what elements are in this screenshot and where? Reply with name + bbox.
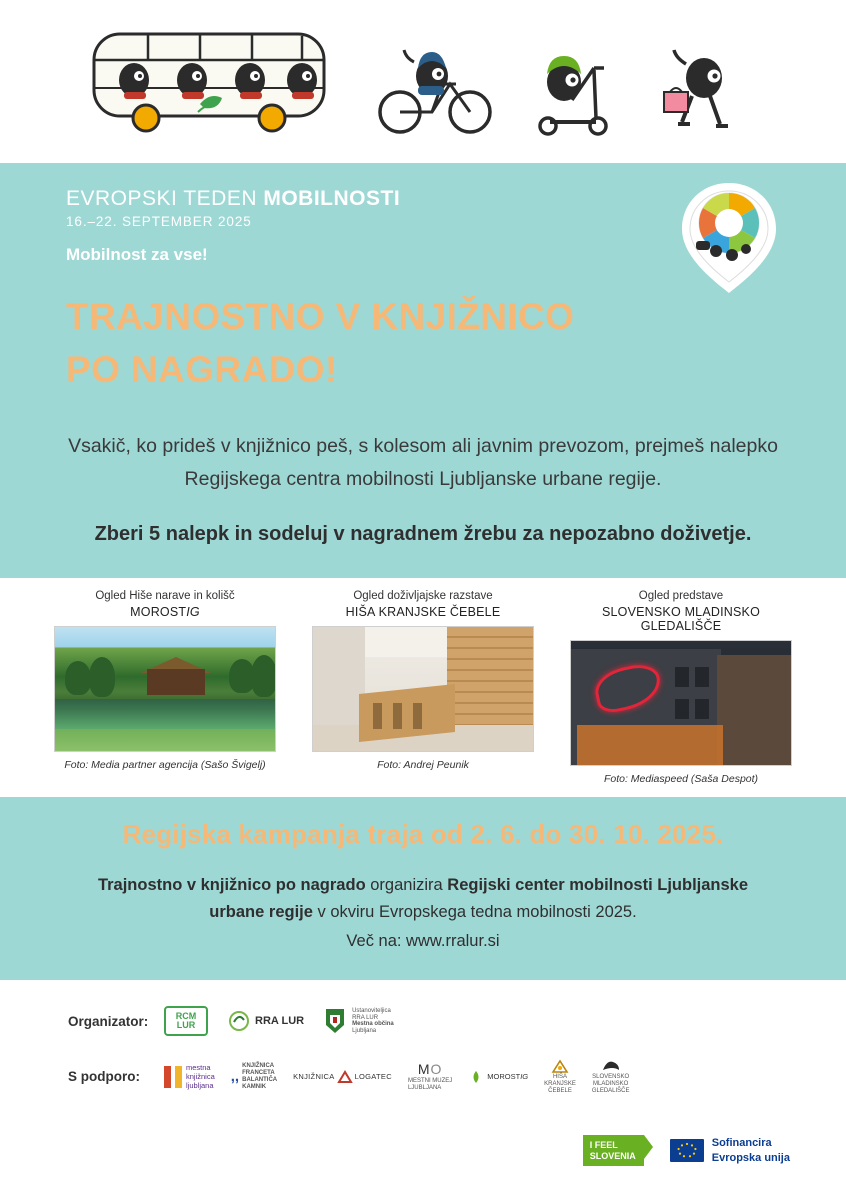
knjiznica-franceta-balantica-kamnik-logo: ,, KNJIŽNICA FRANCETA BALANTIČA KAMNIK	[230, 1062, 278, 1090]
ifeel-line-1: I FEEL	[589, 1140, 618, 1151]
rra-lur-logo	[228, 1010, 304, 1032]
morostig-logo-text: MOROSTIG	[487, 1072, 529, 1082]
etm-dates: 16.–22. SEPTEMBER 2025	[66, 214, 252, 229]
card-title-main: SLOVENSKO MLADINSKO GLEDALIŠČE	[601, 605, 760, 634]
logatec-logo-text: KNJIŽNICA	[293, 1072, 335, 1082]
organizer-part4: v okviru Evropskega tedna mobilnosti 2025.	[312, 902, 637, 921]
header-block	[0, 163, 846, 396]
mol-logo	[324, 1007, 394, 1035]
support-logos	[164, 1058, 630, 1095]
scooter-rider-illustration	[520, 48, 616, 143]
photo-strip	[0, 578, 846, 798]
support-label: S podporo:	[68, 1069, 140, 1085]
rra-lur-logo-text: RRA LUR	[255, 1015, 305, 1028]
card-subtitle: Ogled predstave	[638, 589, 724, 602]
organizer-label: Organizator:	[68, 1013, 149, 1029]
photo-credit: Foto: Media partner agencija (Sašo Švigelj)	[64, 759, 266, 772]
intro-paragraph: Vsakič, ko prideš v knjižnico peš, s kolesom ali javnim prevozom, prejmeš nalepko Regijskega centra mobilnosti Ljubljanske urbane regije.	[68, 435, 778, 490]
photo-credit: Foto: Mediaspeed (Saša Despot)	[603, 773, 759, 786]
etm-prefix: EVROPSKI TEDEN	[66, 187, 264, 210]
title-line-2: PO NAGRADO!	[66, 348, 338, 390]
rcm-lur-logo-mark: RCM LUR	[164, 1006, 208, 1036]
illustration-band	[0, 0, 846, 163]
photo-card	[565, 588, 797, 786]
hisa-kranjske-cebele-logo: HIŠA KRANJSKE ČEBELE	[544, 1058, 576, 1095]
card-title	[565, 605, 797, 633]
photo-morostig	[54, 626, 276, 752]
support-logo-row	[0, 1058, 846, 1095]
ifeel-line-2: SLOVENIA	[589, 1150, 636, 1161]
mestni-muzej-logo: MO MESTNI MUZEJ LJUBLJANA	[407, 1061, 453, 1092]
organizer-logos	[164, 1006, 394, 1036]
page-title	[66, 291, 846, 396]
mestna-knjiznica-ljubljana-logo	[164, 1063, 215, 1090]
eu-line-2: Evropska unija	[711, 1151, 790, 1164]
photo-slovensko-mladinsko-gledalisce	[570, 640, 792, 766]
card-title	[130, 605, 200, 619]
title-line-1: TRAJNOSTNO V KNJIŽNICO	[66, 296, 575, 337]
photo-credit: Foto: Andrej Peunik	[377, 759, 469, 772]
organizer-part2: organizira	[365, 876, 448, 895]
mgml-logo-text: MO	[417, 1061, 443, 1078]
organizer-part1: Trajnostno v knjižnico po nagrado	[97, 876, 366, 895]
eu-funding-logo	[670, 1136, 790, 1165]
card-title-italic: IG	[186, 605, 200, 620]
organizer-logo-row	[0, 1006, 846, 1036]
eu-funding-text	[712, 1136, 790, 1165]
card-subtitle: Ogled Hiše narave in kolišč	[95, 589, 235, 602]
card-title-main: HIŠA KRANJSKE ČEBELE	[345, 605, 501, 620]
eu-line-1: Sofinancira	[711, 1137, 772, 1150]
etm-bold: MOBILNOSTI	[263, 187, 401, 210]
intro-highlight: Zberi 5 nalepk in sodeluj v nagradnem žrebu za nepozabno doživetje.	[94, 522, 752, 545]
header-section	[0, 163, 846, 578]
mkl-logo-text: mestna knjižnica ljubljana	[186, 1063, 215, 1091]
european-mobility-week-logo	[674, 179, 784, 297]
etm-slogan: Mobilnost za vse!	[66, 245, 208, 264]
photo-card	[307, 588, 539, 786]
slovensko-mladinsko-gledalisce-logo: SLOVENSKO MLADINSKO GLEDALIŠČE	[592, 1058, 630, 1095]
morostig-logo	[468, 1069, 528, 1085]
walking-person-illustration	[648, 48, 748, 143]
mol-logo-text: Ustanoviteljica RRA LUR Mestna občina Ljubljana	[352, 1007, 394, 1035]
organizer-part3: Regijski center mobilnosti Ljubljanske urbane regije	[209, 876, 749, 921]
footer-section	[0, 980, 846, 1200]
card-title	[346, 605, 501, 619]
organizer-paragraph	[72, 872, 774, 954]
card-subtitle: Ogled doživljajske razstave	[353, 589, 493, 602]
rcm-lur-logo	[164, 1006, 208, 1036]
photo-card	[49, 588, 281, 786]
eu-flag-icon	[670, 1139, 704, 1162]
campaign-text: Regijska kampanja traja od 2. 6. do 30. 10. 2025.	[122, 819, 724, 850]
knjiznica-logatec-logo: KNJIŽNICA LOGATEC	[293, 1072, 392, 1082]
kfbk-logo-text: KNJIŽNICA FRANCETA BALANTIČA KAMNIK	[242, 1062, 278, 1090]
footer-right-logos	[583, 1135, 790, 1166]
campaign-section	[0, 797, 846, 980]
cyclist-illustration	[378, 48, 496, 143]
bus-illustration	[88, 26, 338, 151]
i-feel-slovenia-logo	[583, 1135, 644, 1166]
photo-hisa-kranjske-cebele	[312, 626, 534, 752]
card-title-main: MOROST	[130, 605, 187, 620]
organizer-website: Več na: www.rralur.si	[346, 931, 500, 950]
